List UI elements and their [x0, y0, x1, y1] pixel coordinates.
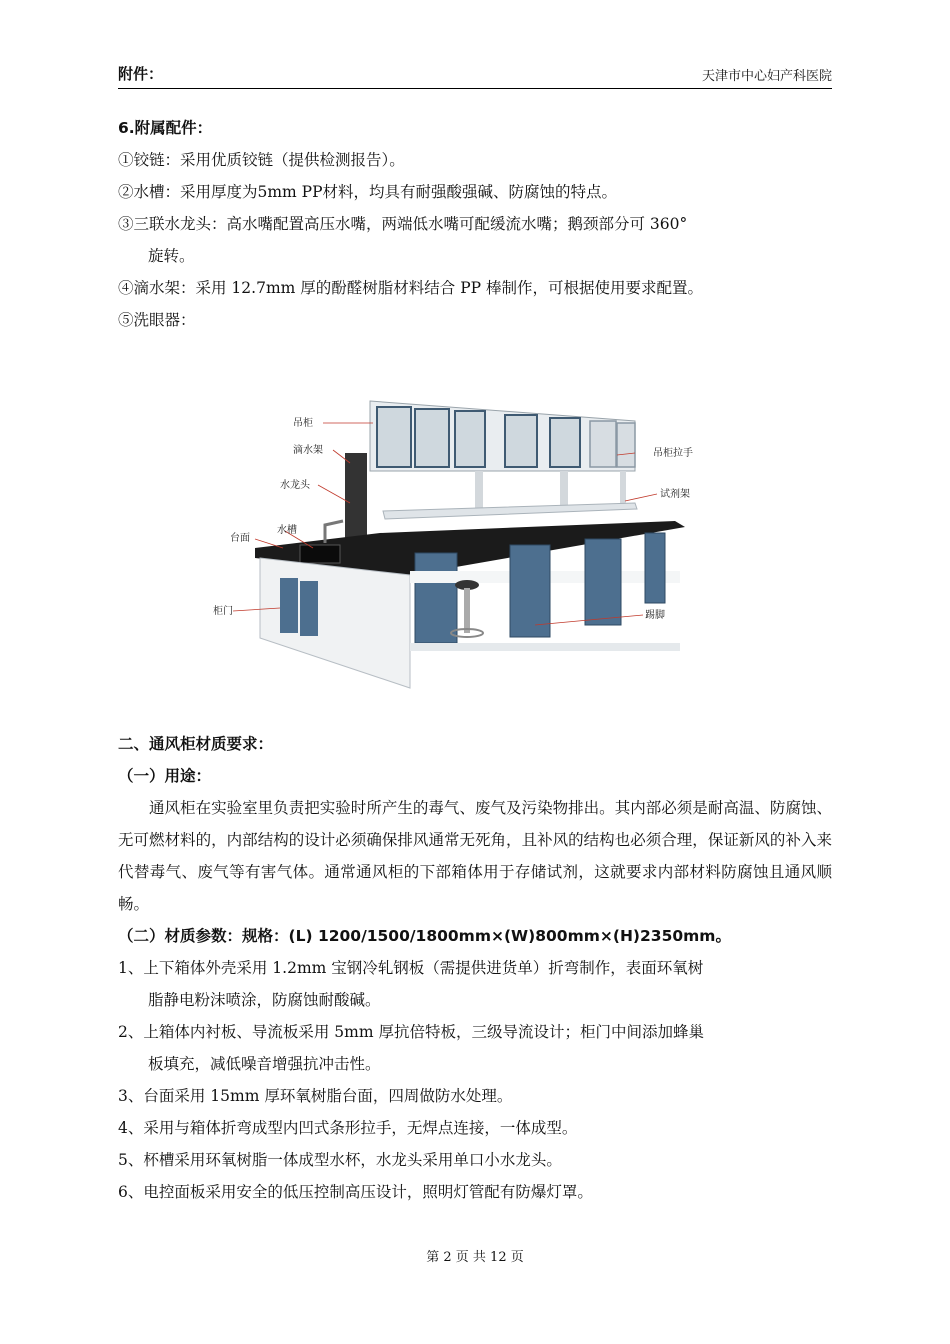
item-drip-rack: ④滴水架：采用 12.7mm 厚的酚醛树脂材料结合 PP 棒制作，可根据使用要求配置。: [118, 279, 703, 297]
label-hanging-cabinet: 吊柜: [293, 418, 313, 429]
spec-item-4: 4、采用与箱体折弯成型内凹式条形拉手，无焊点连接，一体成型。: [118, 1119, 578, 1137]
label-faucet: 水龙头: [280, 480, 310, 491]
label-cabinet-door: 柜门: [213, 606, 233, 617]
header-left: 附件：: [118, 65, 164, 83]
spec-item-1-cont: 脂静电粉沫喷涂，防腐蚀耐酸碱。: [148, 991, 381, 1009]
sub1-paragraph: 通风柜在实验室里负责把实验时所产生的毒气、废气及污染物排出。其内部必须是耐高温、防腐蚀、无可燃材料的，内部结构的设计必须确保排风通常无死角，且补风的结构也必须合理，保证新风的补入来代替毒气、废气等有害气体。通常通风柜的下部箱体用于存储试剂，这就要求内部材料防腐蚀且通风顺畅。: [118, 799, 832, 913]
spec-item-1: 1、上下箱体外壳采用 1.2mm 宝钢冷轧钢板（需提供进货单）折弯制作，表面环氧树: [118, 959, 704, 977]
section-2-title: 二、通风柜材质要求：: [118, 735, 274, 753]
section-2: [118, 728, 832, 1208]
header-right: 天津市中心妇产科医院: [701, 69, 832, 84]
item-faucet: ③三联水龙头：高水嘴配置高压水嘴，两端低水嘴可配缓流水嘴；鹅颈部分可 360°: [118, 215, 688, 233]
section-6-title: 6.附属配件：: [118, 119, 213, 137]
label-reagent-rack: 试剂架: [660, 489, 690, 500]
item-faucet-cont: 旋转。: [148, 247, 195, 265]
lab-bench-figure: [205, 393, 715, 698]
drip-rack: [345, 453, 367, 543]
hanging-cabinets: [370, 401, 635, 471]
label-cabinet-handle: 吊柜拉手: [653, 448, 693, 459]
reagent-rack: [383, 471, 637, 519]
page-header: [118, 64, 832, 89]
label-countertop: 台面: [230, 533, 250, 544]
section-6: [118, 112, 832, 336]
item-hinge: ①铰链：采用优质铰链（提供检测报告）。: [118, 151, 405, 169]
item-sink: ②水槽：采用厚度为5mm PP材料，均具有耐强酸强碱、防腐蚀的特点。: [118, 183, 618, 201]
spec-item-2-cont: 板填充，减低噪音增强抗冲击性。: [148, 1055, 381, 1073]
spec-item-3: 3、台面采用 15mm 厚环氧树脂台面，四周做防水处理。: [118, 1087, 513, 1105]
item-eyewash: ⑤洗眼器：: [118, 311, 196, 329]
label-sink: 水槽: [277, 525, 297, 536]
sub2-title: （二）材质参数：规格：(L) 1200/1500/1800mm×(W)800mm×(H)2350mm。: [118, 927, 731, 945]
sub1-title: （一）用途：: [118, 767, 212, 785]
spec-item-6: 6、电控面板采用安全的低压控制高压设计，照明灯管配有防爆灯罩。: [118, 1183, 593, 1201]
sink: [300, 545, 340, 563]
spec-item-2: 2、上箱体内衬板、导流板采用 5mm 厚抗倍特板，三级导流设计；柜门中间添加蜂巢: [118, 1023, 704, 1041]
page-footer: 第 2 页 共 12 页: [426, 1250, 524, 1265]
spec-item-5: 5、杯槽采用环氧树脂一体成型水杯，水龙头采用单口小水龙头。: [118, 1151, 562, 1169]
label-drip-rack: 滴水架: [293, 445, 323, 456]
label-kick-plate: 踢脚: [645, 610, 665, 621]
